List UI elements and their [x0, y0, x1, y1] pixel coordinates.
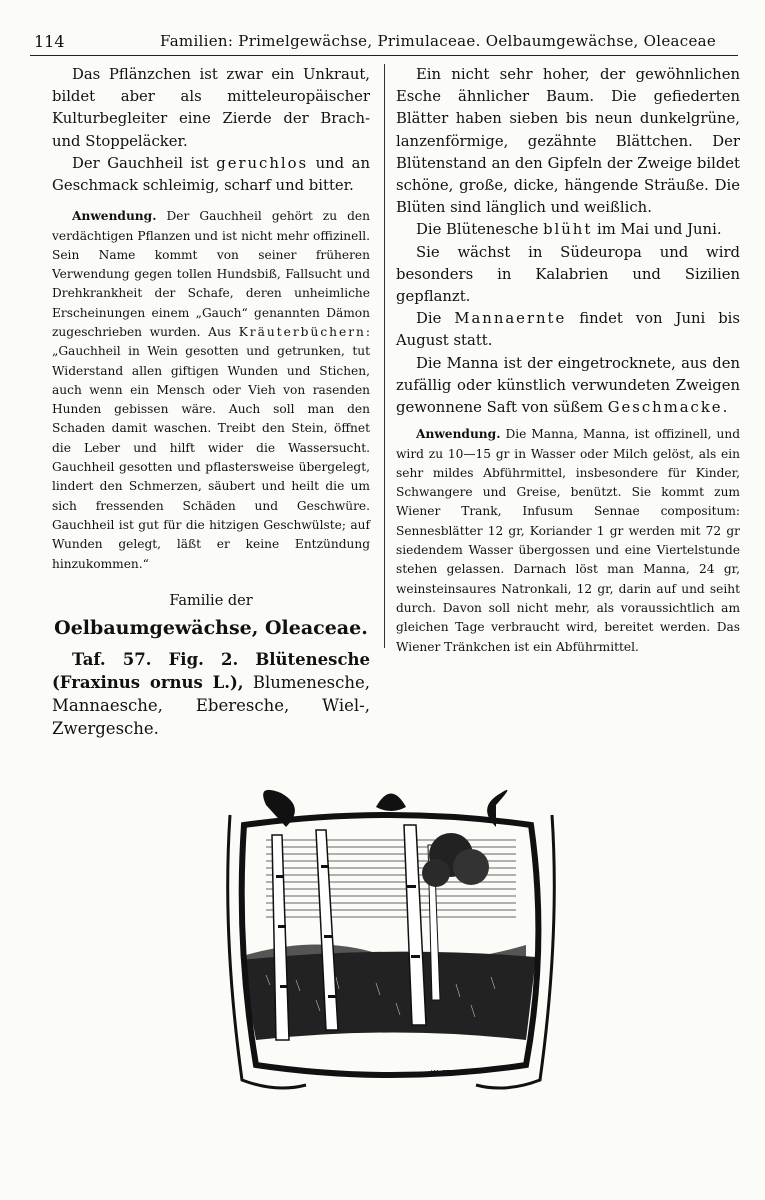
paragraph-manna [396, 353, 740, 420]
spaced-word: blüht [543, 221, 593, 239]
paragraph-weed: Das Pflänzchen ist zwar ein Unkraut, bildet aber als mitteleuropäischer Kulturbegleiter eine Zierde der Brach- und Stoppeläcker. [52, 66, 370, 150]
usage-section-left [52, 207, 370, 574]
usage-paragraph [396, 425, 740, 657]
paragraph-description: Ein nicht sehr hoher, der gewöhnlichen Esche ähnlicher Baum. Die gefiederten Blätter haben sieben bis neun dunkelgrüne, lanzenförmige, gezähnte Blättchen. Der Blütenstand an den Gipfeln der Zweige bildet schöne, große, dicke, hängende Sträuße. Die Blüten sind länglich und weißlich. [396, 66, 740, 217]
right-column [396, 64, 740, 657]
spaced-word: Kräuterbüchern [238, 325, 366, 339]
paragraph-taste [52, 153, 370, 197]
common-names: Blumenesche, Mannaesche, Eberesche, Wiel-, Zwergesche. [52, 672, 371, 738]
text-run: findet von Juni bis August statt. [396, 310, 740, 350]
running-header [30, 28, 738, 56]
spaced-word: Mannaernte [454, 310, 567, 328]
header-rule [30, 55, 738, 56]
text-run: : „Gauchheil in Wein gesotten und getrunken, tut Widerstand allen giftigen Wunden und Stichen, auch wenn ein Mensch oder Vieh von rasenden Hunden gebissen wäre. Auch soll man den Schaden damit waschen. Treibt den Stein, öffnet die Leber und hilft wider die Wassersucht. Gauchheil gesotten und pflastersweise übergelegt, lindert den Schmerzen, säubert und heilt die um sich fressenden Schäden und Geschwüre. Gauchheil ist gut für die hitzigen Geschwülste; auf Wunden gelegt, läßt er keine Entzündung hinzukommen.“ [52, 325, 370, 571]
text-run: Die Blütenesche [416, 221, 544, 239]
text-run: Die Manna ist der eingetrocknete, aus den zufällig oder künstlich verwundeten Zweigen gewonnene Saft von süßem [396, 354, 740, 417]
text-run: Der Gauchheil ist [72, 154, 217, 172]
family-heading [52, 590, 370, 642]
family-label: Familie der [169, 592, 253, 609]
paragraph-harvest [396, 308, 740, 352]
left-column [52, 64, 370, 740]
usage-heading: Anwendung. [72, 209, 157, 224]
usage-paragraph [52, 207, 370, 574]
text-run: Die Manna, Manna, ist offizinell, und wird zu 10—15 gr in Wasser oder Milch gelöst, als ein sehr mildes Abführmittel, insbesondere für Kinder, Schwangere und Greise, benützt. Sie kommt zum Wiener Trank, Infusum Sennae compositum: Sennesblätter 12 gr, Koriander 1 gr werden mit 72 gr siedendem Wasser übergossen und eine Viertelstunde stehen gelassen. Darnach löst man Manna, 24 gr, weinsteinsaures Natronkali, 12 gr, darin auf und seiht durch. Davon soll nicht mehr, als voraussichtlich am gleichen Tage verbraucht wird, bereitet werden. Das Wiener Tränkchen ist ein Abführmittel. [396, 427, 740, 654]
usage-heading: Anwendung. [416, 427, 501, 442]
plate-reference: Taf. 57. Fig. 2. Blütenesche (Fraxinus ornus L.), [52, 649, 370, 692]
column-divider [384, 64, 385, 648]
running-title: Familien: Primelgewächse, Primulaceae. Oelbaumgewächse, Oleaceae [160, 32, 717, 50]
decorative-illustration [226, 785, 556, 1100]
spaced-word: Geschmacke [607, 399, 723, 417]
text-run: und an Geschmack schleimig, scharf und bitter. [52, 154, 370, 195]
plate-caption [52, 648, 370, 740]
text-run: . [722, 399, 728, 417]
text-run: im Mai und Juni. [592, 221, 722, 239]
page-number: 114 [34, 32, 65, 51]
family-title: Oelbaumgewächse, Oleaceae. [54, 616, 368, 639]
illustration-signature: W. STRICH [431, 1069, 468, 1077]
usage-section-right [396, 425, 740, 657]
text-run: Der Gauchheil gehört zu den verdächtigen Pflanzen und ist nicht mehr offizinell. Sein Name kommt von seiner früheren Verwendung gegen tollen Hundsbiß, Fallsucht und Drehkrankheit der Schafe, deren unheimliche Erscheinungen einem „Gauch“ genannten Dämon zugeschrieben wurden. Aus [52, 209, 370, 339]
text-run: Die [416, 310, 455, 328]
paragraph-habitat: Sie wächst in Südeuropa und wird besonders in Kalabrien und Sizilien gepflanzt. [396, 243, 740, 306]
paragraph-flowering [396, 219, 740, 241]
spaced-word: geruchlos [216, 154, 309, 172]
